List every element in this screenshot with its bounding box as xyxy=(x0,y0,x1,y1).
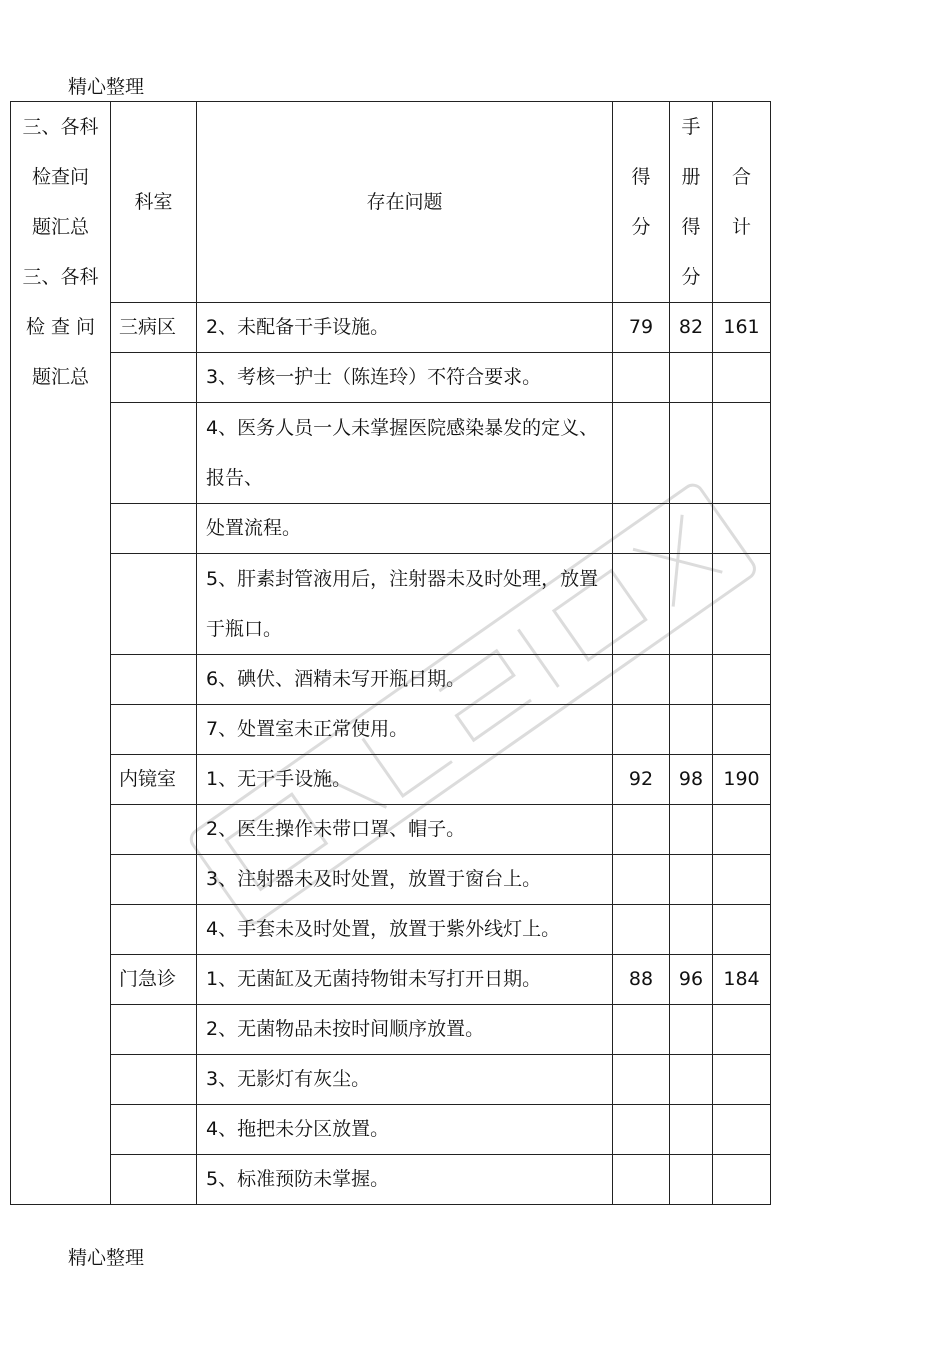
manual-score-cell xyxy=(670,1105,713,1155)
total-cell xyxy=(713,1105,771,1155)
total-cell xyxy=(713,805,771,855)
manual-score-cell xyxy=(670,1055,713,1105)
score-cell xyxy=(613,1105,670,1155)
score-cell xyxy=(613,554,670,655)
manual-score-cell: 82 xyxy=(670,303,713,353)
table-row xyxy=(11,403,771,504)
manual-score-cell xyxy=(670,705,713,755)
dept-cell xyxy=(111,655,197,705)
column-header-score: 得 分 xyxy=(613,102,670,303)
total-cell xyxy=(713,1055,771,1105)
score-cell: 88 xyxy=(613,955,670,1005)
dept-cell xyxy=(111,705,197,755)
score-cell: 79 xyxy=(613,303,670,353)
total-cell: 190 xyxy=(713,755,771,805)
inspection-summary-table xyxy=(10,101,771,1205)
total-cell xyxy=(713,655,771,705)
issue-cell: 4、医务人员一人未掌握医院感染暴发的定义、报告、 xyxy=(197,403,613,504)
manual-score-cell xyxy=(670,655,713,705)
table-row xyxy=(11,353,771,403)
issue-cell: 2、无菌物品未按时间顺序放置。 xyxy=(197,1005,613,1055)
manual-score-cell xyxy=(670,905,713,955)
page-footer-note: 精心整理 xyxy=(68,1247,145,1269)
section-title-line: 题汇总 xyxy=(31,366,89,388)
score-cell xyxy=(613,1155,670,1205)
table-row xyxy=(11,655,771,705)
section-title-line: 检 查 问 xyxy=(25,316,96,338)
score-cell xyxy=(613,504,670,554)
dept-cell xyxy=(111,353,197,403)
score-cell xyxy=(613,1055,670,1105)
total-cell xyxy=(713,504,771,554)
score-cell xyxy=(613,705,670,755)
dept-cell: 门急诊 xyxy=(111,955,197,1005)
column-header-issue: 存在问题 xyxy=(197,102,613,303)
issue-cell: 5、肝素封管液用后，注射器未及时处理，放置于瓶口。 xyxy=(197,554,613,655)
total-cell xyxy=(713,705,771,755)
dept-cell xyxy=(111,1055,197,1105)
total-cell xyxy=(713,403,771,504)
score-cell xyxy=(613,403,670,504)
total-cell xyxy=(713,905,771,955)
manual-score-cell xyxy=(670,403,713,504)
issue-cell: 4、手套未及时处置，放置于紫外线灯上。 xyxy=(197,905,613,955)
manual-score-cell xyxy=(670,554,713,655)
manual-score-cell xyxy=(670,855,713,905)
dept-cell xyxy=(111,1105,197,1155)
manual-score-cell xyxy=(670,1005,713,1055)
manual-score-cell: 98 xyxy=(670,755,713,805)
manual-score-cell xyxy=(670,504,713,554)
total-cell xyxy=(713,855,771,905)
total-cell xyxy=(713,1155,771,1205)
issue-cell: 7、处置室未正常使用。 xyxy=(197,705,613,755)
issue-cell: 2、未配备干手设施。 xyxy=(197,303,613,353)
total-cell xyxy=(713,554,771,655)
issue-cell: 3、考核一护士（陈连玲）不符合要求。 xyxy=(197,353,613,403)
issue-cell: 5、标准预防未掌握。 xyxy=(197,1155,613,1205)
dept-cell xyxy=(111,855,197,905)
score-cell: 92 xyxy=(613,755,670,805)
table-row xyxy=(11,1055,771,1105)
manual-score-cell xyxy=(670,353,713,403)
total-cell xyxy=(713,353,771,403)
score-cell xyxy=(613,353,670,403)
table-row xyxy=(11,905,771,955)
section-title-cell xyxy=(11,102,111,1205)
dept-cell xyxy=(111,403,197,504)
dept-cell: 内镜室 xyxy=(111,755,197,805)
column-header-dept: 科室 xyxy=(111,102,197,303)
column-header-total: 合 计 xyxy=(713,102,771,303)
issue-cell: 2、医生操作未带口罩、帽子。 xyxy=(197,805,613,855)
total-cell: 161 xyxy=(713,303,771,353)
score-cell xyxy=(613,805,670,855)
dept-cell: 三病区 xyxy=(111,303,197,353)
table-row xyxy=(11,504,771,554)
score-cell xyxy=(613,905,670,955)
manual-score-cell: 96 xyxy=(670,955,713,1005)
column-header-manual-score: 手 册 得 分 xyxy=(670,102,713,303)
issue-cell: 6、碘伏、酒精未写开瓶日期。 xyxy=(197,655,613,705)
table-row xyxy=(11,554,771,655)
score-cell xyxy=(613,1005,670,1055)
dept-cell xyxy=(111,554,197,655)
total-cell xyxy=(713,1005,771,1055)
section-title-line: 三、各科 xyxy=(22,266,99,288)
section-title-line: 题汇总 xyxy=(31,216,89,238)
page-header-note: 精心整理 xyxy=(68,76,145,98)
dept-cell xyxy=(111,1155,197,1205)
table-row xyxy=(11,1005,771,1055)
table-row xyxy=(11,705,771,755)
dept-cell xyxy=(111,1005,197,1055)
issue-cell: 3、注射器未及时处置，放置于窗台上。 xyxy=(197,855,613,905)
table-row xyxy=(11,755,771,805)
score-cell xyxy=(613,655,670,705)
table-row xyxy=(11,805,771,855)
issue-cell: 1、无菌缸及无菌持物钳未写打开日期。 xyxy=(197,955,613,1005)
table-row xyxy=(11,1105,771,1155)
section-title-line: 三、各科 xyxy=(22,116,99,138)
score-cell xyxy=(613,855,670,905)
table-row xyxy=(11,855,771,905)
table-row xyxy=(11,303,771,353)
table-row xyxy=(11,1155,771,1205)
total-cell: 184 xyxy=(713,955,771,1005)
manual-score-cell xyxy=(670,1155,713,1205)
dept-cell xyxy=(111,905,197,955)
section-title-line: 检查问 xyxy=(31,166,89,188)
issue-cell: 4、拖把未分区放置。 xyxy=(197,1105,613,1155)
dept-cell xyxy=(111,504,197,554)
issue-cell: 处置流程。 xyxy=(197,504,613,554)
issue-cell: 1、无干手设施。 xyxy=(197,755,613,805)
manual-score-cell xyxy=(670,805,713,855)
dept-cell xyxy=(111,805,197,855)
issue-cell: 3、无影灯有灰尘。 xyxy=(197,1055,613,1105)
table-row xyxy=(11,955,771,1005)
